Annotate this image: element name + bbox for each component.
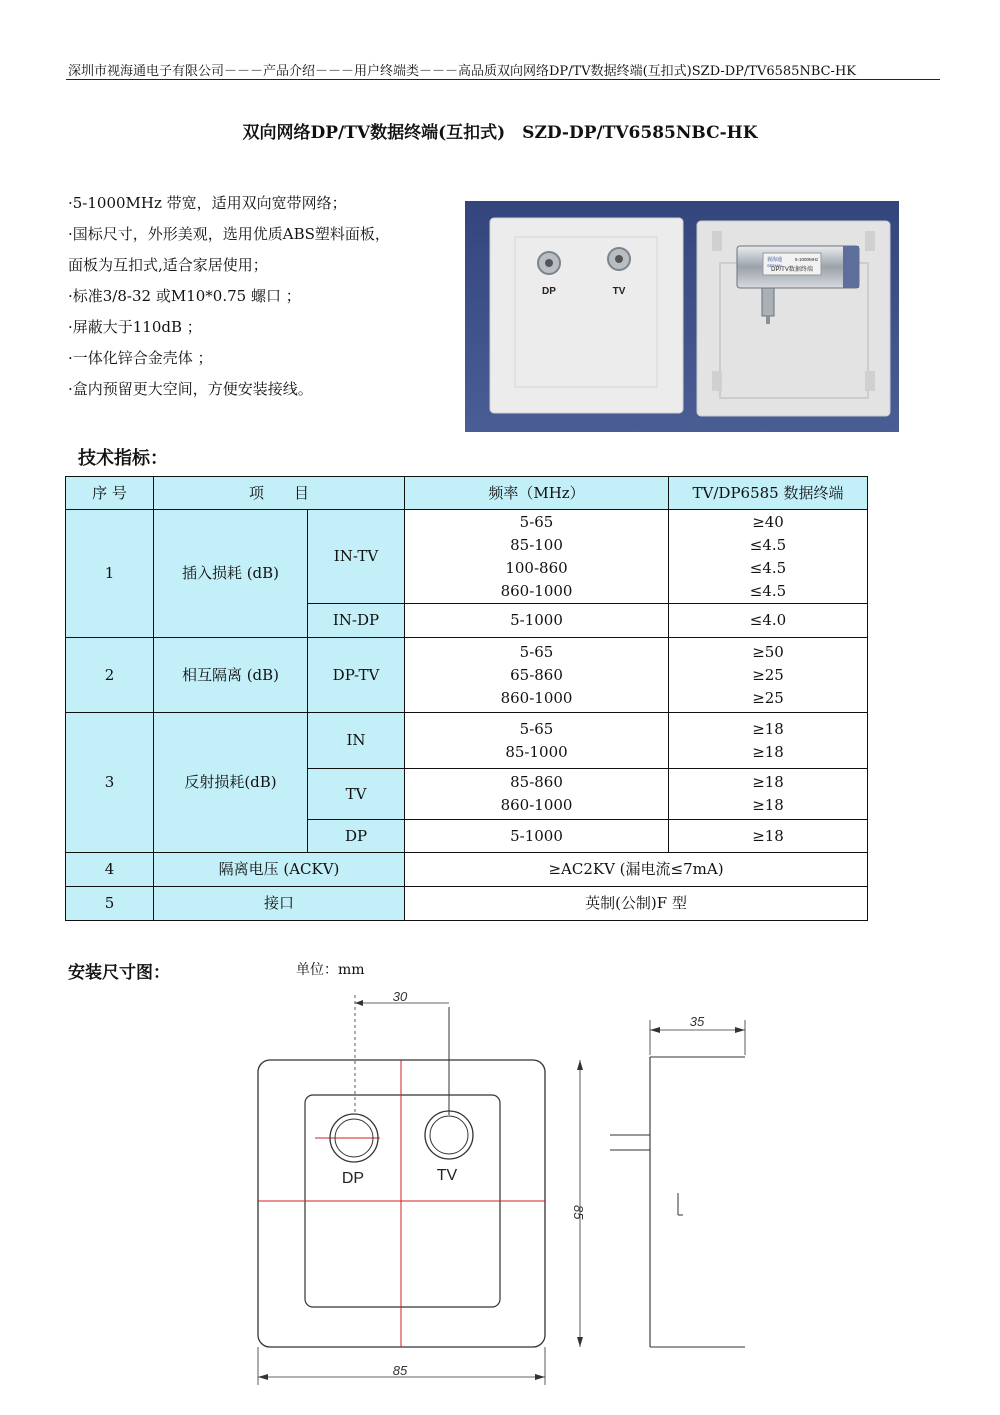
dp-port-icon [538, 252, 560, 274]
header-freq: 频率（MHz） [405, 477, 669, 510]
header-no: 序 号 [66, 477, 154, 510]
feature-item: ·屏蔽大于110dB ； [68, 318, 202, 336]
feature-item: ·一体化锌合金壳体 ； [68, 349, 213, 367]
row-item: 插入损耗 (dB) [154, 510, 308, 638]
freq-cell: 5-1000 [405, 820, 669, 853]
page-header: 深圳市视海通电子有限公司－－－产品介绍－－－用户终端类－－－高品质双向网络DP/TV数据终端(互扣式)SZD-DP/TV6585NBC-HK [68, 64, 856, 79]
feature-item: 面板为互扣式,适合家居使用； [68, 256, 268, 274]
row-number: 1 [66, 510, 154, 638]
photo-tv-label: TV [612, 286, 626, 297]
freq-cell: 5-65 65-860 860-1000 [405, 638, 669, 713]
svg-text:DP/TV数据终端: DP/TV数据终端 [771, 267, 813, 273]
tv-connector-icon [425, 1111, 473, 1159]
feature-item: ·国标尺寸，外形美观，选用优质ABS塑料面板， [68, 225, 390, 243]
header-value: TV/DP6585 数据终端 [669, 477, 868, 510]
row-number: 5 [66, 887, 154, 921]
drawing-dp-label: DP [341, 1170, 365, 1187]
value-cell: ≥18 [669, 820, 868, 853]
header-divider [66, 79, 940, 80]
installation-drawing [250, 985, 770, 1395]
row-port: TV [308, 769, 405, 820]
header-item: 项 目 [154, 477, 405, 510]
value-cell: ≥18 ≥18 [669, 713, 868, 769]
row-port: IN-DP [308, 604, 405, 638]
freq-cell: 5-65 85-100 100-860 860-1000 [405, 510, 669, 604]
row-port: DP [308, 820, 405, 853]
product-photo [465, 201, 899, 432]
dim-side-label: 35 [689, 1014, 705, 1029]
svg-text:视海通: 视海通 [767, 257, 783, 263]
feature-item: ·盒内预留更大空间，方便安装接线。 [68, 380, 313, 398]
table-row [66, 510, 868, 604]
row-number: 2 [66, 638, 154, 713]
table-row [66, 887, 868, 921]
feature-item: ·5-1000MHz 带宽，适用双向宽带网络； [68, 194, 347, 212]
feature-item: ·标准3/8-32 或M10*0.75 螺口 ； [68, 287, 301, 305]
install-heading: 安装尺寸图： [68, 963, 170, 983]
freq-cell: 5-1000 [405, 604, 669, 638]
dim-top-label: 30 [392, 989, 408, 1004]
dim-height-label: 85 [571, 1205, 586, 1220]
row-item: 接口 [154, 887, 405, 921]
row-item: 相互隔离 (dB) [154, 638, 308, 713]
value-cell: ≤4.0 [669, 604, 868, 638]
value-cell: 英制(公制)F 型 [405, 887, 868, 921]
row-item: 反射损耗(dB) [154, 713, 308, 853]
value-cell: ≥18 ≥18 [669, 769, 868, 820]
value-cell: ≥AC2KV (漏电流≤7mA) [405, 853, 868, 887]
svg-text:5-1000MHz: 5-1000MHz [795, 257, 819, 262]
row-port: IN-TV [308, 510, 405, 604]
document-title: 双向网络DP/TV数据终端(互扣式) SZD-DP/TV6585NBC-HK [242, 123, 758, 143]
row-item: 隔离电压 (ACKV) [154, 853, 405, 887]
dim-width-label: 85 [392, 1363, 408, 1378]
table-row [66, 638, 868, 713]
freq-cell: 85-860 860-1000 [405, 769, 669, 820]
drawing-tv-label: TV [436, 1167, 458, 1184]
row-port: DP-TV [308, 638, 405, 713]
tv-port-icon [608, 248, 630, 270]
feature-list [68, 188, 448, 405]
table-header-row [66, 477, 868, 510]
row-number: 3 [66, 713, 154, 853]
freq-cell: 5-65 85-1000 [405, 713, 669, 769]
svg-text:SEEHAI: SEEHAI [767, 263, 782, 268]
table-row [66, 713, 868, 769]
unit-label: 单位：mm [296, 962, 365, 978]
photo-dp-label: DP [542, 286, 556, 297]
table-row [66, 853, 868, 887]
row-port: IN [308, 713, 405, 769]
value-cell: ≥50 ≥25 ≥25 [669, 638, 868, 713]
value-cell: ≥40 ≤4.5 ≤4.5 ≤4.5 [669, 510, 868, 604]
spec-table [65, 476, 868, 921]
row-number: 4 [66, 853, 154, 887]
spec-heading: 技术指标： [78, 448, 168, 469]
